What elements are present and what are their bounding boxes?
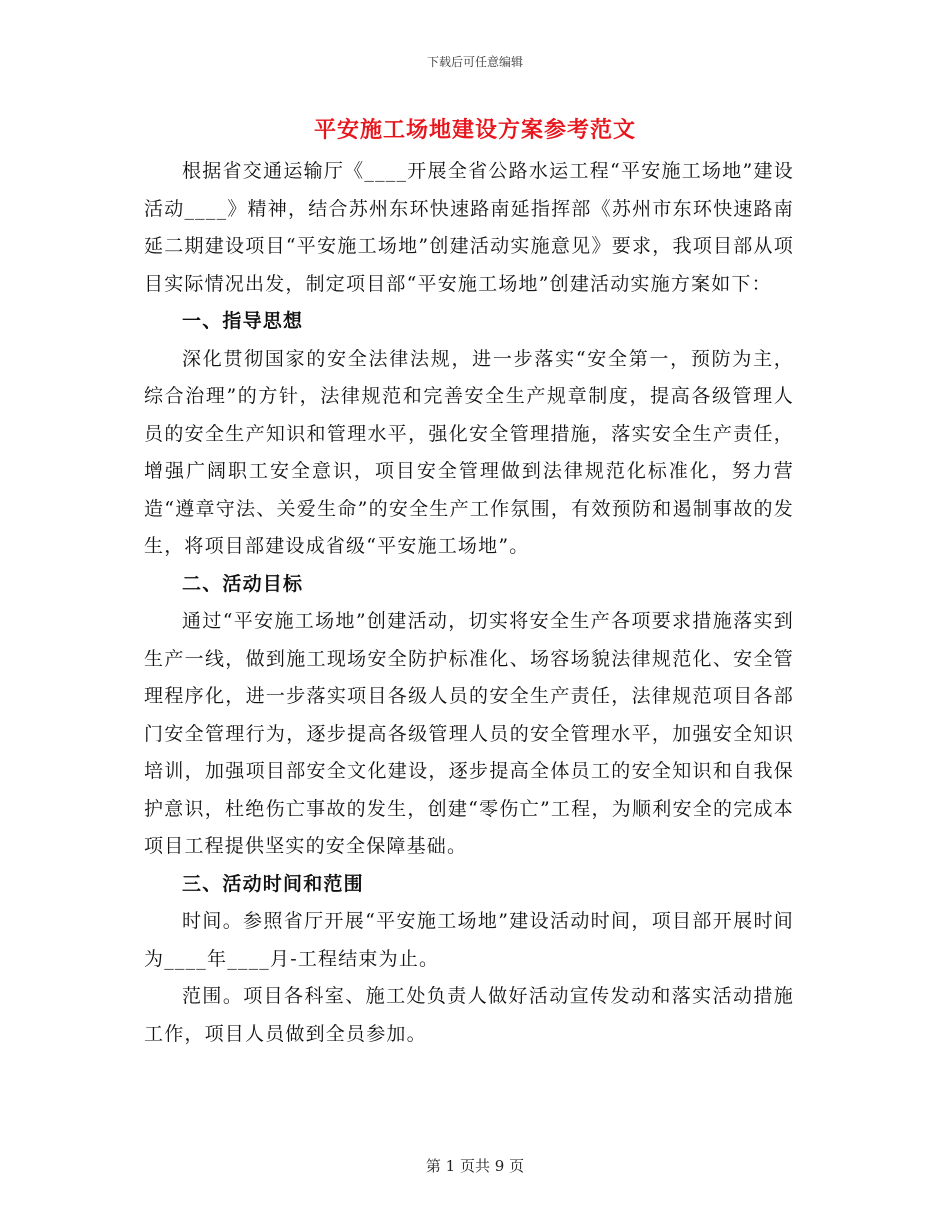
page-number: 第 1 页共 9 页	[425, 1157, 525, 1175]
section-3-scope-paragraph: 范围。项目各科室、施工处负责人做好活动宣传发动和落实活动措施工作，项目人员做到全员参加。	[144, 985, 794, 1045]
section-1-heading: 一、指导思想	[182, 310, 304, 332]
section-3-time-paragraph: 时间。参照省厅开展“平安施工场地”建设活动时间，项目部开展时间为____年____月-工程结束为止。	[144, 910, 794, 970]
intro-paragraph: 根据省交通运输厅《____开展全省公路水运工程“平安施工场地”建设活动____》精神，结合苏州东环快速路南延指挥部《苏州市东环快速路南延二期建设项目“平安施工场地”创建活动实施意见》要求，我项目部从项目实际情况出发，制定项目部“平安施工场地”创建活动实施方案如下：	[144, 160, 794, 295]
section-3-heading: 三、活动时间和范围	[182, 872, 364, 895]
section-2-paragraph: 通过“平安施工场地”创建活动，切实将安全生产各项要求措施落实到生产一线，做到施工现场安全防护标准化、场容场貌法律规范化、安全管理程序化，进一步落实项目各级人员的安全生产责任，法律规范项目各部门安全管理行为，逐步提高各级管理人员的安全管理水平，加强安全知识培训，加强项目部安全文化建设，逐步提高全体员工的安全知识和自我保护意识，杜绝伤亡事故的发生，创建“零伤亡”工程，为顺利安全的完成本项目工程提供坚实的安全保障基础。	[144, 610, 794, 857]
document-title: 平安施工场地建设方案参考范文	[313, 118, 636, 143]
document-body	[144, 153, 794, 1053]
section-2-heading: 二、活动目标	[182, 572, 304, 595]
section-1-paragraph: 深化贯彻国家的安全法律法规，进一步落实“安全第一，预防为主，综合治理”的方针，法律规范和完善安全生产规章制度，提高各级管理人员的安全生产知识和管理水平，强化安全管理措施，落实安全生产责任，增强广阔职工安全意识，项目安全管理做到法律规范化标准化，努力营造“遵章守法、关爱生命”的安全生产工作氛围，有效预防和遏制事故的发生，将项目部建设成省级“平安施工场地”。	[144, 347, 794, 557]
page-header-note: 下载后可任意编辑	[426, 55, 523, 69]
